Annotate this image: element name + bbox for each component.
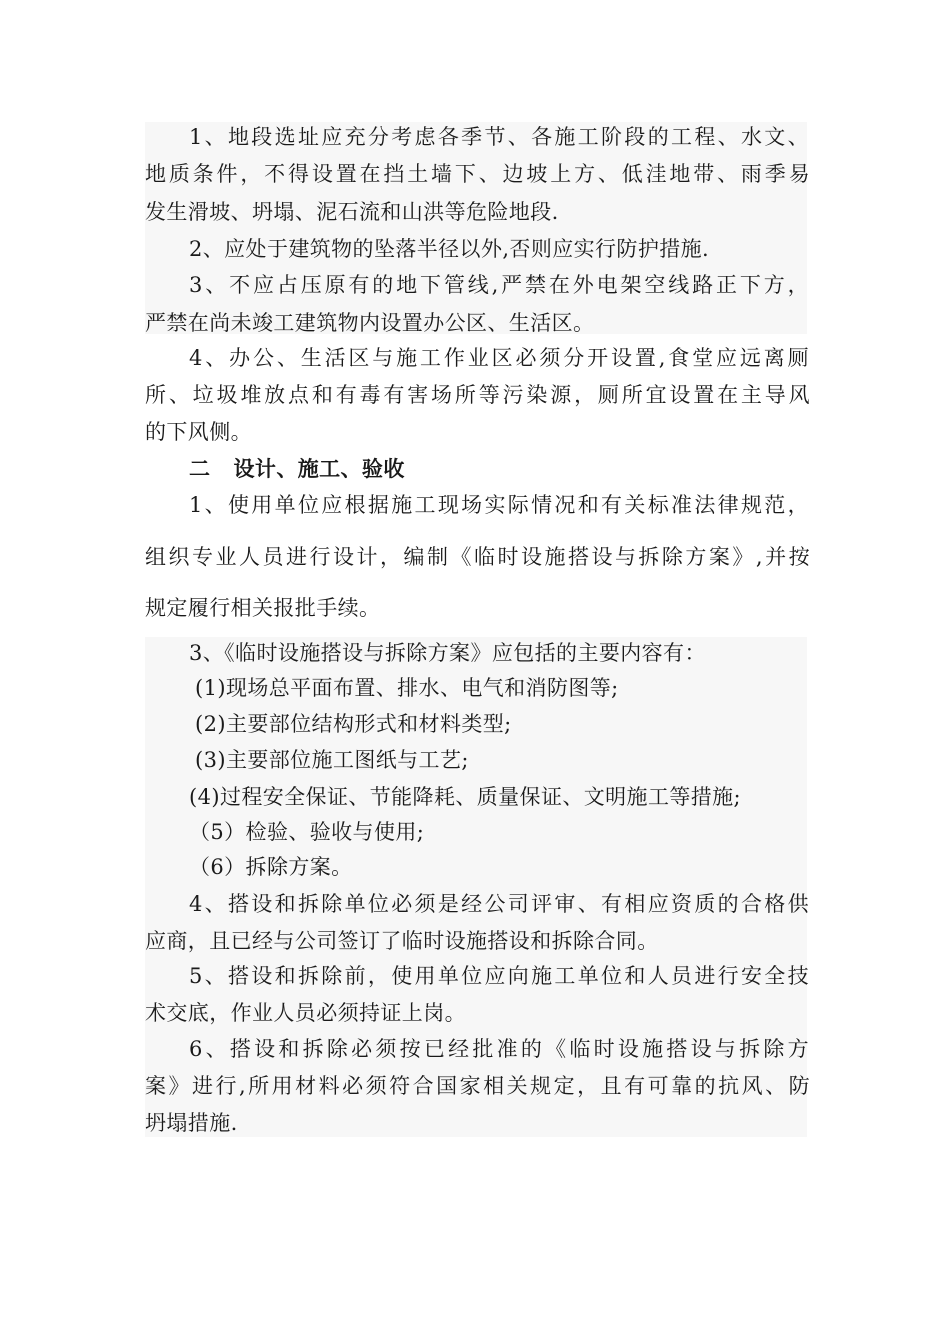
paragraph-line: 4、搭设和拆除单位必须是经公司评审、有相应资质的合格供 [189, 892, 809, 916]
paragraph-line: 应商，且已经与公司签订了临时设施搭设和拆除合同。 [145, 929, 659, 953]
paragraph-line: 3、不应占压原有的地下管线,严禁在外电架空线路正下方， [189, 273, 809, 297]
section-heading: 二 设计、施工、验收 [189, 456, 405, 481]
paragraph-line: 6、搭设和拆除必须按已经批准的《临时设施搭设与拆除方 [189, 1037, 809, 1061]
paragraph-line: 坍塌措施. [145, 1111, 238, 1135]
paragraph-line: 4、办公、生活区与施工作业区必须分开设置,食堂应远离厕 [189, 346, 809, 370]
paragraph-line: 术交底，作业人员必须持证上岗。 [145, 1001, 466, 1025]
paragraph-line: 严禁在尚未竣工建筑物内设置办公区、生活区。 [145, 311, 595, 335]
paragraph-line: 1、使用单位应根据施工现场实际情况和有关标准法律规范， [189, 493, 809, 517]
list-item: (1)现场总平面布置、排水、电气和消防图等; [195, 676, 619, 700]
list-item: (2)主要部位结构形式和材料类型; [195, 712, 512, 736]
shaded-block-1 [145, 122, 807, 334]
paragraph-line: 案》进行,所用材料必须符合国家相关规定，且有可靠的抗风、防 [145, 1074, 810, 1098]
list-item: （5）检验、验收与使用; [189, 820, 425, 844]
paragraph-line: 3、《临时设施搭设与拆除方案》应包括的主要内容有： [189, 641, 706, 665]
paragraph-line: 规定履行相关报批手续。 [145, 596, 381, 620]
paragraph-line: 2、应处于建筑物的坠落半径以外,否则应实行防护措施. [189, 237, 710, 261]
paragraph-line: 所、垃圾堆放点和有毒有害场所等污染源，厕所宜设置在主导风 [145, 383, 810, 407]
paragraph-line: 的下风侧。 [145, 420, 252, 444]
list-item: (4)过程安全保证、节能降耗、质量保证、文明施工等措施; [189, 785, 742, 809]
paragraph-line: 地质条件，不得设置在挡土墙下、边坡上方、低洼地带、雨季易 [145, 162, 810, 186]
paragraph-line: 5、搭设和拆除前，使用单位应向施工单位和人员进行安全技 [189, 964, 809, 988]
paragraph-line: 1、地段选址应充分考虑各季节、各施工阶段的工程、水文、 [189, 125, 809, 149]
paragraph-line: 发生滑坡、坍塌、泥石流和山洪等危险地段. [145, 200, 559, 224]
list-item: （6）拆除方案。 [189, 855, 353, 879]
paragraph-line: 组织专业人员进行设计，编制《临时设施搭设与拆除方案》,并按 [145, 545, 810, 569]
list-item: (3)主要部位施工图纸与工艺; [195, 748, 469, 772]
